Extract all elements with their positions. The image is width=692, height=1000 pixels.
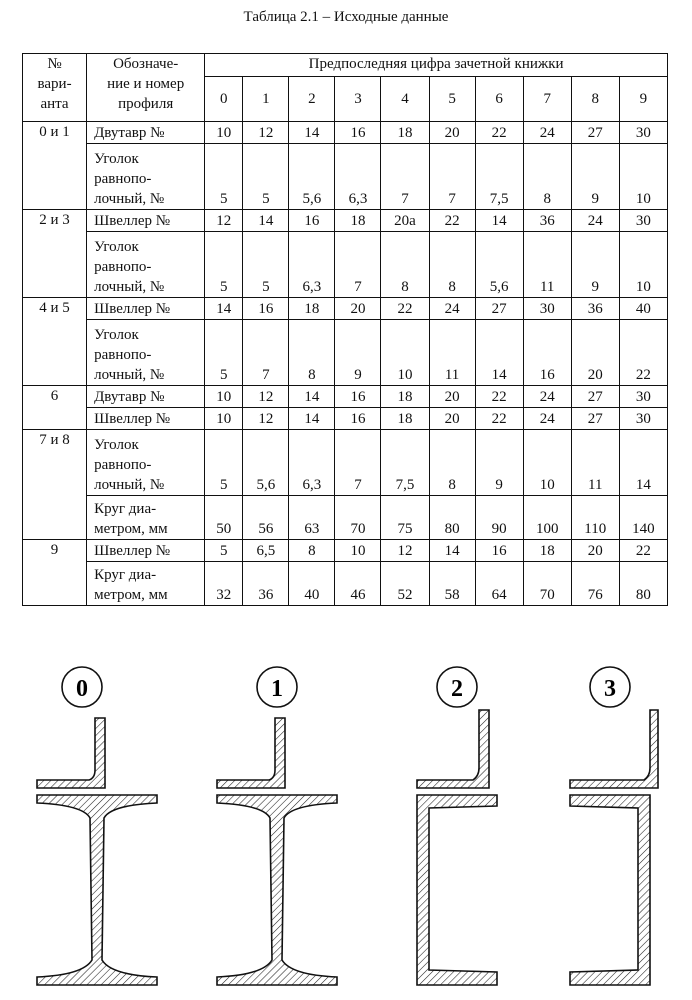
value-cell: 22 (619, 540, 667, 562)
value-cell: 7,5 (475, 144, 523, 210)
value-cell: 8 (523, 144, 571, 210)
value-cell: 24 (429, 298, 475, 320)
value-cell: 22 (429, 210, 475, 232)
value-cell: 5 (243, 232, 289, 298)
value-cell: 90 (475, 496, 523, 540)
value-cell: 11 (523, 232, 571, 298)
value-cell: 18 (335, 210, 381, 232)
value-cell: 5 (205, 540, 243, 562)
value-cell: 40 (289, 562, 335, 606)
table-row (23, 320, 668, 386)
value-cell: 36 (243, 562, 289, 606)
value-cell: 6,3 (289, 232, 335, 298)
value-cell: 9 (475, 430, 523, 496)
value-cell: 11 (571, 430, 619, 496)
header-digit: 9 (619, 77, 667, 122)
value-cell: 5 (205, 320, 243, 386)
table-row (23, 496, 668, 540)
value-cell: 12 (243, 408, 289, 430)
profile-label-cell: Уголок равнопо- лочный, № (87, 320, 205, 386)
profile-label-cell: Круг диа- метром, мм (87, 496, 205, 540)
value-cell: 30 (619, 210, 667, 232)
profile-label-cell: Уголок равнопо- лочный, № (87, 144, 205, 210)
value-cell: 18 (523, 540, 571, 562)
value-cell: 30 (619, 408, 667, 430)
value-cell: 16 (335, 122, 381, 144)
header-digit: 5 (429, 77, 475, 122)
value-cell: 80 (619, 562, 667, 606)
value-cell: 56 (243, 496, 289, 540)
value-cell: 75 (381, 496, 429, 540)
value-cell: 11 (429, 320, 475, 386)
value-cell: 12 (243, 386, 289, 408)
value-cell: 22 (475, 408, 523, 430)
figure-number: 0 (76, 676, 88, 702)
value-cell: 22 (475, 386, 523, 408)
value-cell: 7 (381, 144, 429, 210)
value-cell: 10 (205, 386, 243, 408)
value-cell: 76 (571, 562, 619, 606)
profile-figure (37, 667, 157, 985)
value-cell: 32 (205, 562, 243, 606)
value-cell: 10 (205, 122, 243, 144)
table-caption: Таблица 2.1 – Исходные данные (243, 9, 449, 25)
value-cell: 24 (523, 408, 571, 430)
value-cell: 22 (381, 298, 429, 320)
value-cell: 36 (571, 298, 619, 320)
profile-label-cell: Двутавр № (87, 122, 205, 144)
value-cell: 10 (205, 408, 243, 430)
source-data-table (22, 53, 668, 606)
value-cell: 14 (475, 320, 523, 386)
value-cell: 16 (335, 408, 381, 430)
profile-label-cell: Швеллер № (87, 298, 205, 320)
value-cell: 8 (289, 540, 335, 562)
value-cell: 10 (523, 430, 571, 496)
figure-number: 3 (604, 676, 616, 702)
value-cell: 20а (381, 210, 429, 232)
value-cell: 12 (243, 122, 289, 144)
value-cell: 5,6 (243, 430, 289, 496)
value-cell: 30 (619, 386, 667, 408)
value-cell: 10 (335, 540, 381, 562)
value-cell: 58 (429, 562, 475, 606)
value-cell: 7,5 (381, 430, 429, 496)
figure-number: 2 (451, 676, 463, 702)
value-cell: 27 (571, 122, 619, 144)
value-cell: 63 (289, 496, 335, 540)
value-cell: 24 (571, 210, 619, 232)
value-cell: 7 (335, 232, 381, 298)
table-row (23, 232, 668, 298)
value-cell: 5 (205, 430, 243, 496)
value-cell: 80 (429, 496, 475, 540)
value-cell: 18 (381, 408, 429, 430)
value-cell: 27 (475, 298, 523, 320)
header-digit-group: Предпоследняя цифра зачетной книжки (205, 54, 668, 77)
value-cell: 70 (523, 562, 571, 606)
value-cell: 14 (619, 430, 667, 496)
variant-cell: 0 и 1 (23, 122, 87, 210)
value-cell: 70 (335, 496, 381, 540)
value-cell: 40 (619, 298, 667, 320)
value-cell: 30 (523, 298, 571, 320)
table-row (23, 540, 668, 562)
value-cell: 36 (523, 210, 571, 232)
value-cell: 5 (205, 232, 243, 298)
profile-label-cell: Швеллер № (87, 408, 205, 430)
value-cell: 64 (475, 562, 523, 606)
value-cell: 10 (619, 232, 667, 298)
value-cell: 9 (571, 232, 619, 298)
profile-figure (570, 667, 658, 985)
value-cell: 10 (381, 320, 429, 386)
header-digit: 4 (381, 77, 429, 122)
header-digit: 3 (335, 77, 381, 122)
profile-figure (417, 667, 497, 985)
profile-label-cell: Круг диа- метром, мм (87, 562, 205, 606)
header-digit: 0 (205, 77, 243, 122)
value-cell: 52 (381, 562, 429, 606)
value-cell: 16 (523, 320, 571, 386)
value-cell: 14 (289, 122, 335, 144)
value-cell: 16 (289, 210, 335, 232)
table-row (23, 408, 668, 430)
value-cell: 6,5 (243, 540, 289, 562)
value-cell: 16 (475, 540, 523, 562)
value-cell: 14 (429, 540, 475, 562)
value-cell: 27 (571, 408, 619, 430)
value-cell: 9 (571, 144, 619, 210)
header-digit: 7 (523, 77, 571, 122)
header-digit: 1 (243, 77, 289, 122)
variant-cell: 7 и 8 (23, 430, 87, 540)
value-cell: 20 (429, 386, 475, 408)
value-cell: 14 (289, 408, 335, 430)
value-cell: 20 (335, 298, 381, 320)
header-digit: 8 (571, 77, 619, 122)
header-variant: № вари- анта (23, 54, 87, 122)
value-cell: 16 (335, 386, 381, 408)
profile-label-cell: Уголок равнопо- лочный, № (87, 232, 205, 298)
value-cell: 100 (523, 496, 571, 540)
value-cell: 46 (335, 562, 381, 606)
value-cell: 14 (475, 210, 523, 232)
profile-drawings (0, 640, 692, 1000)
value-cell: 10 (619, 144, 667, 210)
profile-label-cell: Уголок равнопо- лочный, № (87, 430, 205, 496)
value-cell: 16 (243, 298, 289, 320)
value-cell: 12 (205, 210, 243, 232)
value-cell: 20 (429, 408, 475, 430)
profile-label-cell: Швеллер № (87, 540, 205, 562)
figure-number: 1 (271, 676, 283, 702)
value-cell: 8 (429, 430, 475, 496)
value-cell: 18 (289, 298, 335, 320)
value-cell: 50 (205, 496, 243, 540)
value-cell: 9 (335, 320, 381, 386)
table-row (23, 298, 668, 320)
value-cell: 22 (619, 320, 667, 386)
value-cell: 6,3 (289, 430, 335, 496)
table-row (23, 430, 668, 496)
value-cell: 20 (429, 122, 475, 144)
header-digit: 2 (289, 77, 335, 122)
table-row (23, 122, 668, 144)
variant-cell: 2 и 3 (23, 210, 87, 298)
table-row (23, 562, 668, 606)
value-cell: 7 (335, 430, 381, 496)
value-cell: 30 (619, 122, 667, 144)
value-cell: 5,6 (475, 232, 523, 298)
value-cell: 8 (429, 232, 475, 298)
value-cell: 5,6 (289, 144, 335, 210)
value-cell: 6,3 (335, 144, 381, 210)
value-cell: 140 (619, 496, 667, 540)
variant-cell: 6 (23, 386, 87, 430)
value-cell: 12 (381, 540, 429, 562)
value-cell: 27 (571, 386, 619, 408)
table-row (23, 144, 668, 210)
value-cell: 24 (523, 386, 571, 408)
value-cell: 20 (571, 540, 619, 562)
header-digit: 6 (475, 77, 523, 122)
value-cell: 14 (205, 298, 243, 320)
header-designation: Обозначе- ние и номер профиля (87, 54, 205, 122)
value-cell: 24 (523, 122, 571, 144)
value-cell: 5 (205, 144, 243, 210)
value-cell: 14 (289, 386, 335, 408)
profile-figure (217, 667, 337, 985)
variant-cell: 4 и 5 (23, 298, 87, 386)
table-row (23, 210, 668, 232)
table-row (23, 386, 668, 408)
value-cell: 110 (571, 496, 619, 540)
profile-label-cell: Двутавр № (87, 386, 205, 408)
profile-label-cell: Швеллер № (87, 210, 205, 232)
value-cell: 18 (381, 122, 429, 144)
value-cell: 20 (571, 320, 619, 386)
value-cell: 7 (243, 320, 289, 386)
value-cell: 18 (381, 386, 429, 408)
value-cell: 14 (243, 210, 289, 232)
value-cell: 8 (381, 232, 429, 298)
value-cell: 7 (429, 144, 475, 210)
value-cell: 22 (475, 122, 523, 144)
variant-cell: 9 (23, 540, 87, 606)
value-cell: 5 (243, 144, 289, 210)
value-cell: 8 (289, 320, 335, 386)
